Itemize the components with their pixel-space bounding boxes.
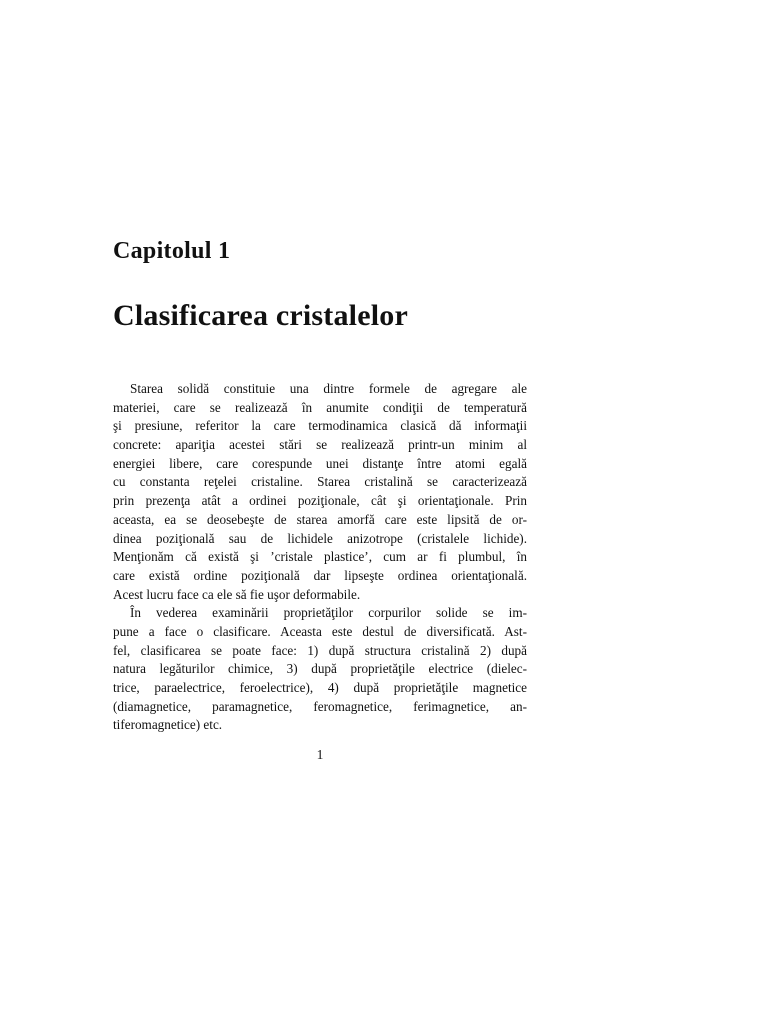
text-line: concrete: apariţia acestei stări se realizează printr-un minim al: [113, 437, 527, 453]
text-line: natura legăturilor chimice, 3) după proprietăţile electrice (dielec-: [113, 661, 527, 677]
text-line: Starea solidă constituie una dintre formele de agregare ale: [130, 381, 527, 396]
text-line: prin prezenţa atât a ordinei poziţionale, cât şi orientaţionale. Prin: [113, 493, 527, 509]
text-line: energiei libere, care corespunde unei distanţe între atomi egală: [113, 455, 527, 471]
text-line: care există ordine poziţională dar lipseşte ordinea orientaţională.: [113, 567, 527, 583]
paragraph-1: [113, 380, 527, 604]
text-line: dinea poziţională sau de lichidele anizotrope (cristalele lichide).: [113, 530, 527, 546]
text-line: fel, clasificarea se poate face: 1) după structura cristalină 2) după: [113, 642, 527, 658]
text-line: aceasta, ea se deosebeşte de starea amorfă care este lipsită de or-: [113, 511, 527, 527]
chapter-label: Capitolul 1: [113, 238, 231, 264]
text-line: cu constanta reţelei cristaline. Starea cristalină se caracterizează: [113, 474, 527, 490]
text-line: materiei, care se realizează în anumite condiţii de temperatură: [113, 399, 527, 415]
text-line: şi presiune, referitor la care termodinamica clasică dă informaţii: [113, 418, 527, 434]
page-number: 1: [316, 747, 324, 762]
body-text: [113, 380, 527, 735]
paragraph-2: [113, 604, 527, 735]
text-line: Acest lucru face ca ele să fie uşor deformabile.: [113, 586, 361, 602]
text-line: tiferomagnetice) etc.: [113, 717, 223, 733]
chapter-title: Clasificarea cristalelor: [113, 299, 408, 332]
text-line: trice, paraelectrice, feroelectrice), 4) după proprietăţile magnetice: [113, 680, 527, 695]
text-line: pune a face o clasificare. Aceasta este destul de diversificată. Ast-: [113, 623, 527, 639]
text-line: (diamagnetice, paramagnetice, feromagnetice, ferimagnetice, an-: [113, 698, 527, 714]
text-line: Menţionăm că există şi ’cristale plastice’, cum ar fi plumbul, în: [113, 549, 527, 565]
text-line: În vederea examinării proprietăţilor corpurilor solide se im-: [130, 605, 527, 621]
